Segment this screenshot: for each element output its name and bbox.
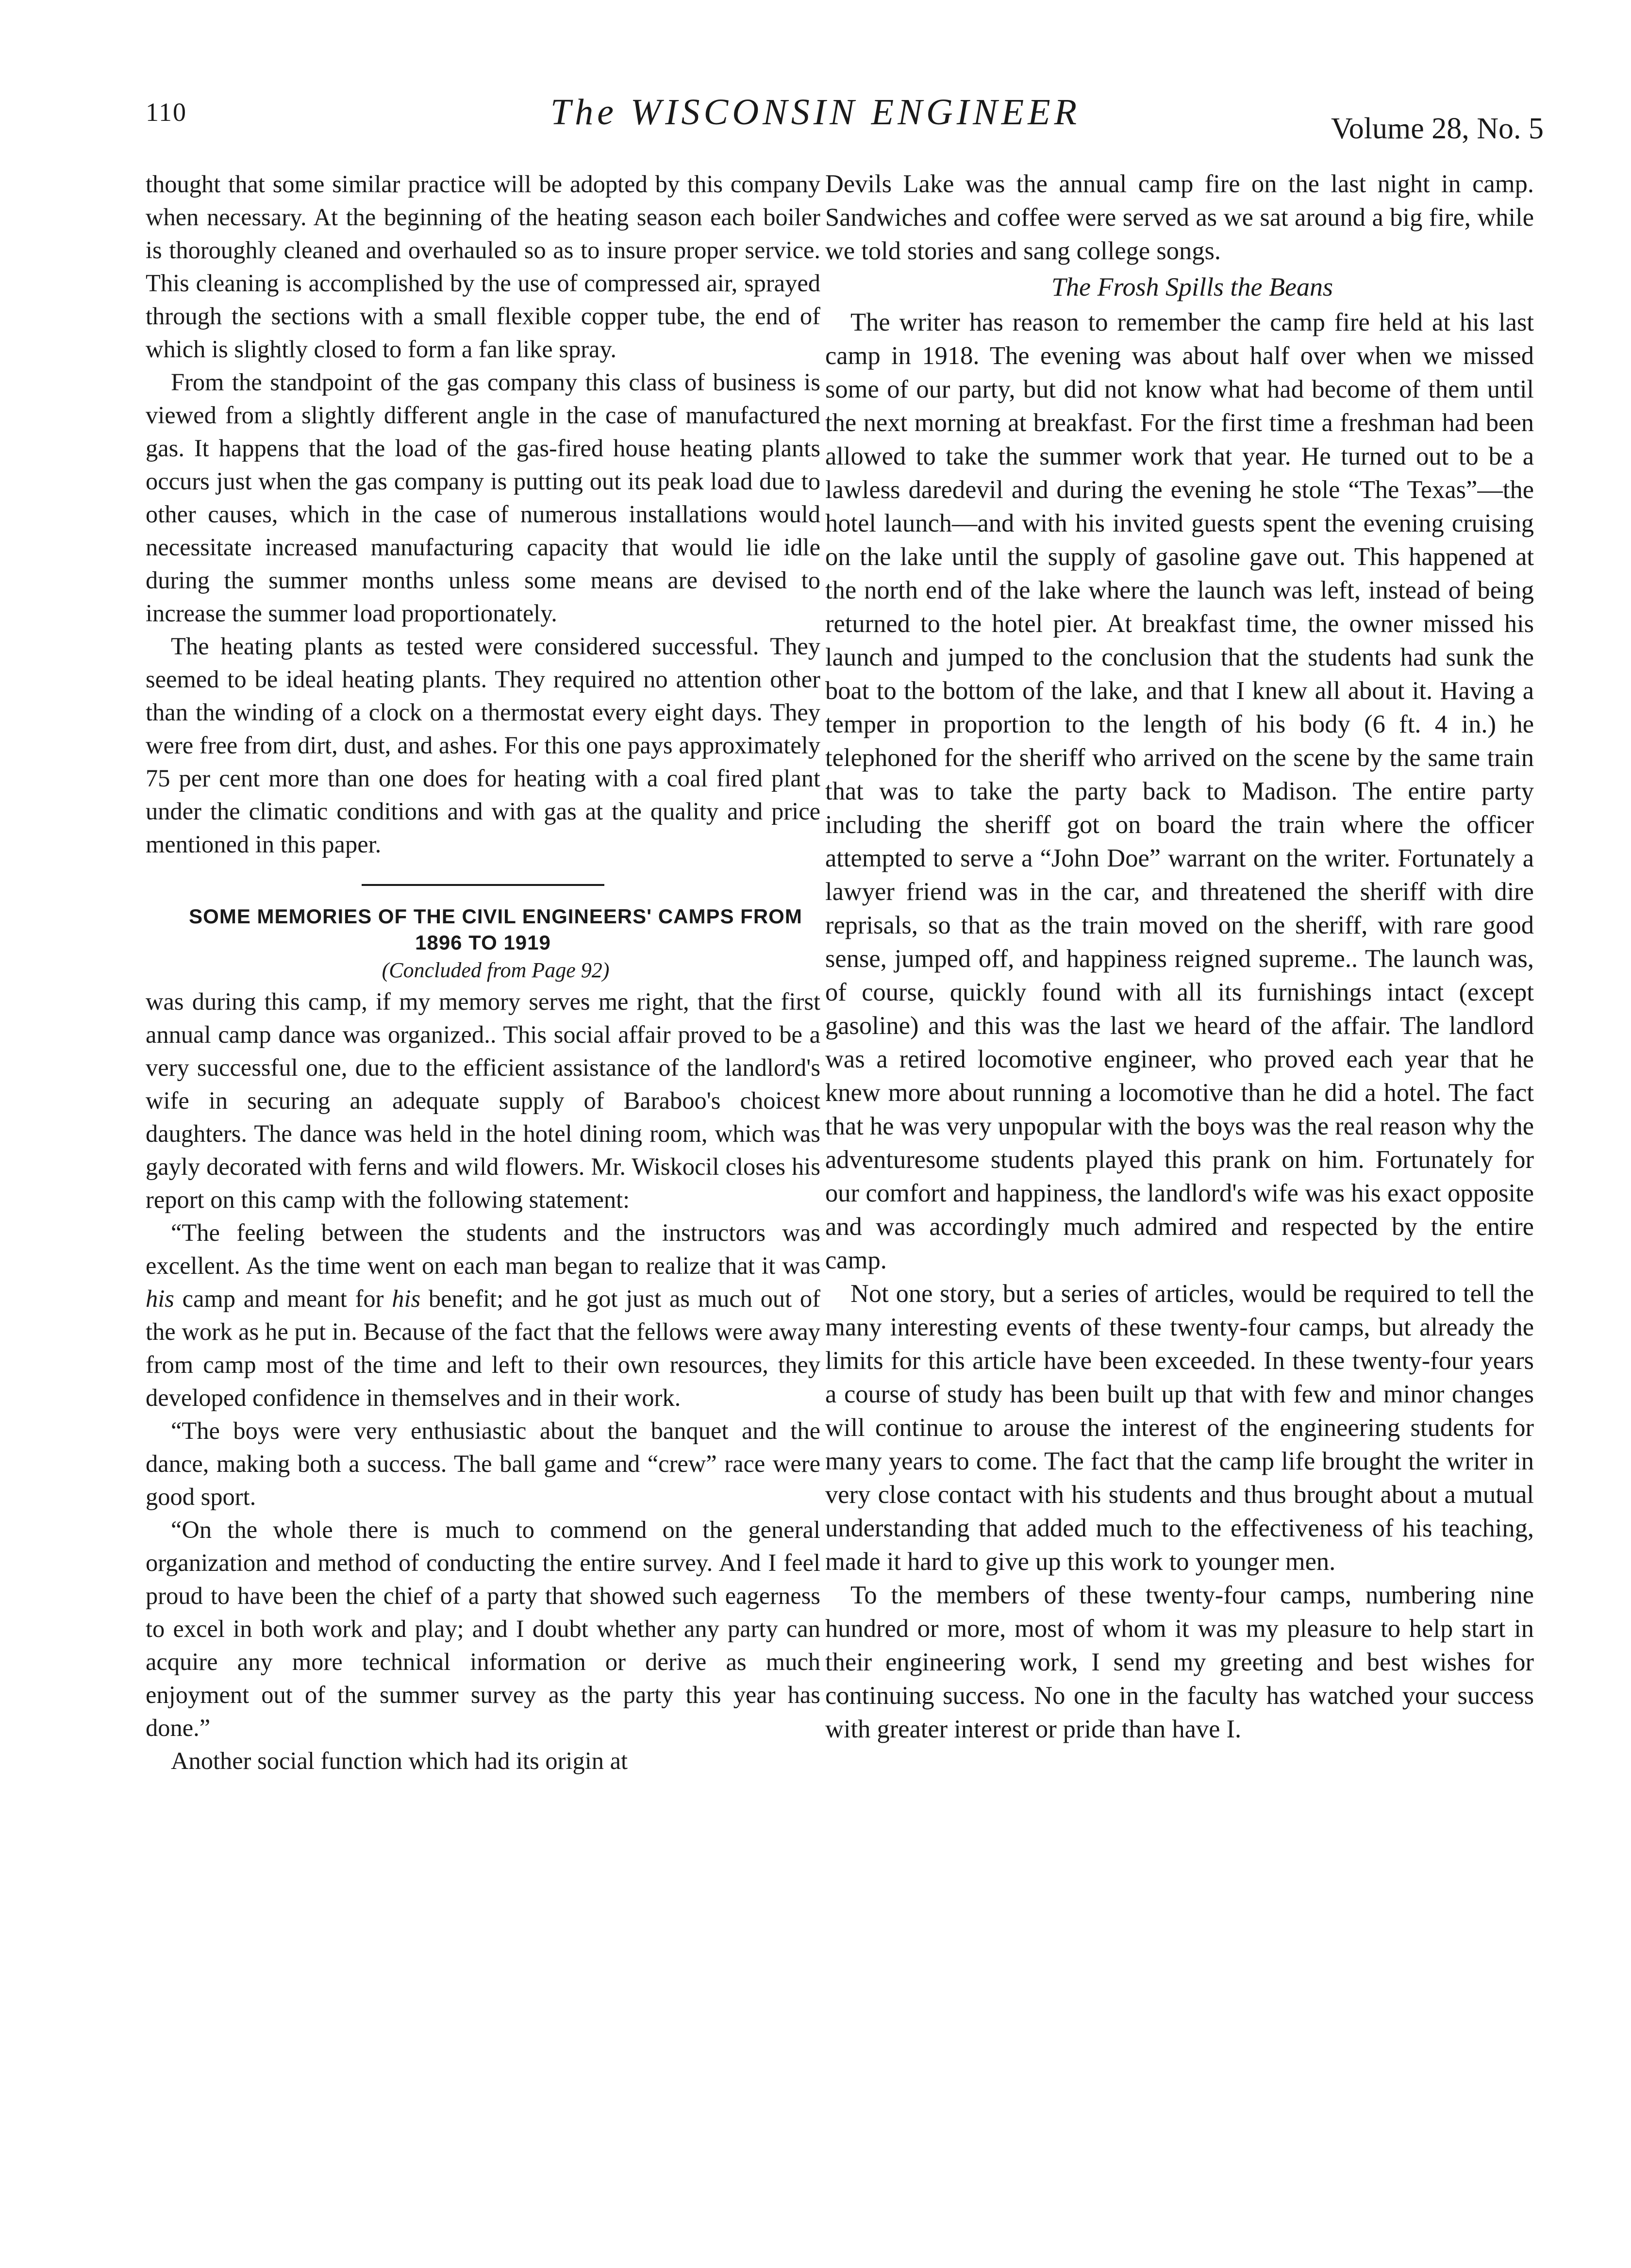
text-run: benefit; and he got just as much out of the work as he put in. Because of the fact that the fellows were away from camp most of the time and left to their own resources, they developed confidence in themselves and in their work. xyxy=(146,1285,820,1411)
paragraph: The writer has reason to remember the camp fire held at his last camp in 1918. The evening was about half over when we missed some of our party, but did not know what had become of them until the next morning at breakfast. For the first time a freshman had been allowed to take the summer work that year. He turned out to be a lawless daredevil and during the evening he stole “The Texas”—the hotel launch—and with his invited guests spent the evening cruising on the lake until the supply of gasoline gave out. This happened at the north end of the lake where the launch was left, instead of being returned to the hotel pier. At breakfast time, the owner missed his launch and jumped to the conclusion that the students had sunk the boat to the bottom of the lake, and that I knew all about it. Having a temper in proportion to the length of his body (6 ft. 4 in.) he telephoned for the sheriff who arrived on the scene by the same train that was to take the party back to Madison. The entire party including the sheriff got on board the train where the officer attempted to serve a “John Doe” warrant on the writer. Fortunately a lawyer friend was in the car, and threatened the sheriff with dire reprisals, so that as the train moved on the sheriff, with rare good sense, jumped off, and happiness reigned supreme.. The launch was, of course, quickly found with all its furnishings intact (except gasoline) and this was the last we heard of the affair. The landlord was a retired locomotive engineer, who proved each year that he knew more about running a locomotive than he did a hotel. The fact that he was very unpopular with the boys was the real reason why the adventuresome students played this prank on him. Fortunately for our comfort and happiness, the landlord's wife was his exact opposite and was accordingly much admired and respected by the entire camp. xyxy=(825,308,1534,1274)
italic-text: his xyxy=(392,1285,421,1312)
journal-title: The WISCONSIN ENGINEER xyxy=(550,92,1081,133)
quoted-paragraph: “On the whole there is much to commend on the general organization and method of conducting the entire survey. And I feel proud to have been the chief of a party that showed such eagerness to excel in both work and play; and I doubt whether any party can acquire any more technical information or derive as much enjoyment out of the summer survey as the party this year has done.” xyxy=(146,1516,820,1741)
quoted-paragraph: “The boys were very enthusiastic about the banquet and the dance, making both a success. The ball game and “crew” race were good sport. xyxy=(146,1417,820,1510)
section-divider xyxy=(362,884,604,886)
text-run: camp and meant for xyxy=(174,1285,392,1312)
text-run: “The feeling between the students and the instructors was excellent. As the time went on each man began to realize that it was xyxy=(146,1219,820,1279)
left-column xyxy=(146,167,820,1777)
paragraph: thought that some similar practice will be adopted by this company when necessary. At the beginning of the heating season each boiler is thoroughly cleaned and overhauled so as to insure proper service. This cleaning is accomplished by the use of compressed air, sprayed through the sections with a small flexible copper tube, the end of which is slightly closed to form a fan like spray. xyxy=(146,170,820,363)
volume-issue: Volume 28, No. 5 xyxy=(1331,112,1544,145)
paragraph: Devils Lake was the annual camp fire on the last night in camp. Sandwiches and coffee were served as we sat around a big fire, while we told stories and sang college songs. xyxy=(825,170,1534,265)
paragraph: From the standpoint of the gas company this class of business is viewed from a slightly different angle in the case of manufactured gas. It happens that the load of the gas-fired house heating plants occurs just when the gas company is putting out its peak load due to other causes, which in the case of numerous installations would necessitate increased manufacturing capacity that would lie idle during the summer months unless some means are devised to increase the summer load proportionately. xyxy=(146,368,820,627)
italic-text: his xyxy=(146,1285,174,1312)
section-subheading: The Frosh Spills the Beans xyxy=(1051,272,1333,301)
paragraph: To the members of these twenty-four camps, numbering nine hundred or more, most of whom it was my pleasure to help start in their engineering work, I send my greeting and best wishes for continuing success. No one in the faculty has watched your success with greater interest or pride than have I. xyxy=(825,1581,1534,1743)
quoted-paragraph xyxy=(146,1216,820,1414)
page-number: 110 xyxy=(146,98,187,127)
right-column xyxy=(825,167,1534,1746)
paragraph: was during this camp, if my memory serves me right, that the first annual camp dance was organized.. This social affair proved to be a very successful one, due to the efficient assistance of the landlord's wife in securing an adequate supply of Baraboo's choicest daughters. The dance was held in the hotel dining room, which was gayly decorated with ferns and wild flowers. Mr. Wiskocil closes his report on this camp with the following statement: xyxy=(146,988,820,1213)
paragraph: The heating plants as tested were considered successful. They seemed to be ideal heating plants. They required no attention other than the winding of a clock on a thermostat every eight days. They were free from dirt, dust, and ashes. For this one pays approximately 75 per cent more than one does for heating with a coal fired plant under the climatic conditions and with gas at the quality and price mentioned in this paper. xyxy=(146,633,820,858)
article-title: SOME MEMORIES OF THE CIVIL ENGINEERS' CAMPS FROM 1896 TO 1919 xyxy=(189,905,802,954)
continuation-note: (Concluded from Page 92) xyxy=(382,958,610,982)
paragraph: Another social function which had its origin at xyxy=(171,1747,628,1774)
paragraph: Not one story, but a series of articles, would be required to tell the many interesting events of these twenty-four camps, but already the limits for this article have been exceeded. In these twenty-four years a course of study has been built up that with few and minor changes will continue to arouse the interest of the engineering students for many years to come. The fact that the camp life brought the writer in very close contact with his students and thus brought about a mutual understanding that added much to the effectiveness of his teaching, made it hard to give up this work to younger men. xyxy=(825,1280,1534,1576)
